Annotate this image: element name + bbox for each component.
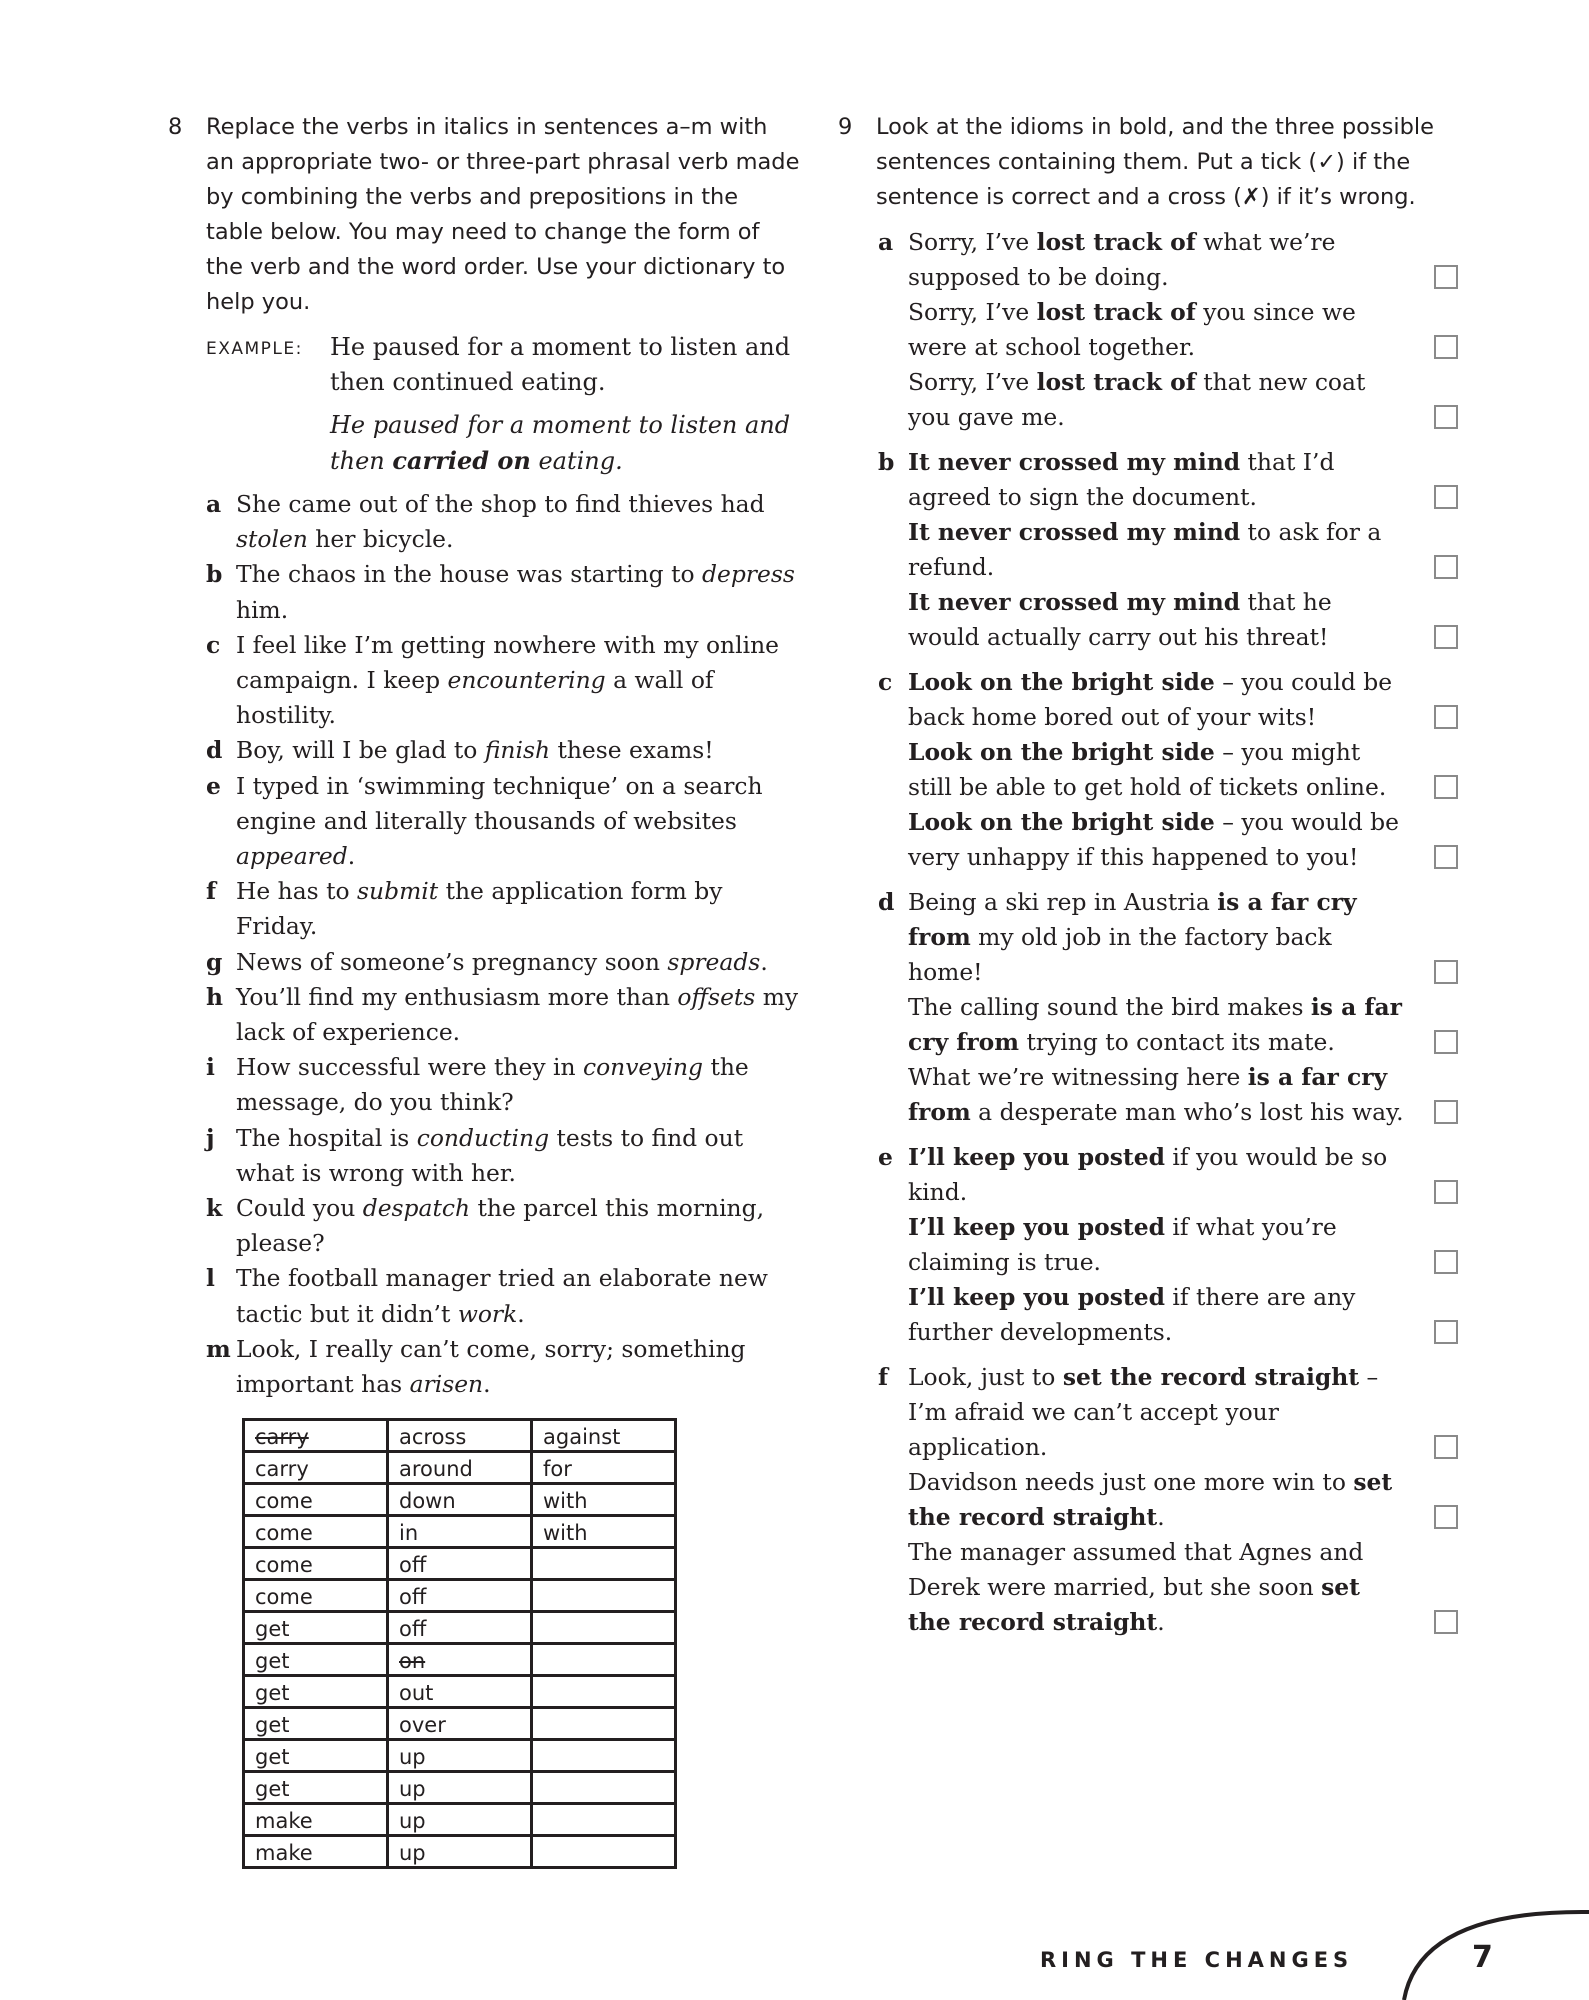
verb-cell: get <box>244 1740 388 1772</box>
table-row <box>244 1420 676 1452</box>
item-letter: m <box>206 1334 231 1363</box>
item-text-pre: Boy, will I be glad to <box>236 736 485 765</box>
preposition-cell: out <box>388 1676 532 1708</box>
list-item <box>206 1121 800 1191</box>
preposition-cell: on <box>388 1644 532 1676</box>
idiom-bold: It never crossed my mind <box>908 588 1241 616</box>
idiom-bold: lost track of <box>1036 228 1196 256</box>
sentence-post: if there are any further developments. <box>908 1283 1356 1346</box>
idiom-bold: It never crossed my mind <box>908 448 1241 476</box>
idiom-bold: lost track of <box>1036 298 1196 326</box>
item-letter: a <box>878 228 894 256</box>
idiom-bold: lost track of <box>1036 368 1196 396</box>
answer-checkbox[interactable] <box>1434 960 1458 984</box>
idiom-bold: set the record straight <box>908 1573 1360 1636</box>
sentence-pre: Sorry, I’ve <box>908 228 1037 256</box>
list-item <box>206 980 800 1050</box>
preposition-cell-2 <box>532 1548 676 1580</box>
item-text-post: the message, do you think? <box>236 1053 749 1117</box>
item-text <box>236 980 800 1050</box>
list-item <box>206 557 800 627</box>
answer-checkbox[interactable] <box>1434 335 1458 359</box>
idiom-bold: is a far cry from <box>908 888 1357 951</box>
verb-cell: get <box>244 1644 388 1676</box>
item-text <box>236 1261 800 1331</box>
footer-title: RING THE CHANGES <box>1040 1948 1354 1972</box>
verb-cell: come <box>244 1516 388 1548</box>
item-text-post: tests to find out what is wrong with her. <box>236 1123 744 1187</box>
item-text <box>236 1050 800 1120</box>
item-text <box>236 874 800 944</box>
exercise-8-items <box>206 487 800 1402</box>
idiom-sentences <box>908 1360 1458 1640</box>
preposition-cell: up <box>388 1740 532 1772</box>
idiom-sentences <box>908 885 1458 1130</box>
item-text <box>236 628 800 734</box>
exercise-instructions: Look at the idioms in bold, and the three possible sentences containing them. Put a tick (✓) if the sentence is correct and a cross (✗) if it’s wrong. <box>876 114 1434 210</box>
item-text-post: . <box>347 842 356 871</box>
example-label: EXAMPLE: <box>206 339 303 359</box>
list-item <box>206 1191 800 1261</box>
verb-cell: make <box>244 1836 388 1868</box>
item-text <box>236 1332 800 1402</box>
item-text <box>236 945 800 980</box>
italic-verb: submit <box>357 877 439 906</box>
idiom-group <box>878 445 1458 655</box>
idiom-bold: set the record straight <box>1062 1363 1360 1391</box>
item-letter: d <box>206 736 223 765</box>
item-letter: c <box>878 668 893 696</box>
item-text <box>236 487 800 557</box>
italic-verb: encountering <box>447 666 606 695</box>
italic-verb: finish <box>484 736 551 765</box>
exercise-number: 9 <box>838 114 853 140</box>
item-letter: a <box>206 490 222 518</box>
item-letter: i <box>206 1053 215 1082</box>
idiom-sentence <box>908 665 1458 735</box>
sentence-post: trying to contact its mate. <box>1019 1028 1335 1056</box>
item-text-post: my lack of experience. <box>236 982 799 1047</box>
sentence-post: to ask for a refund. <box>908 518 1382 581</box>
item-text-pre: Could you <box>236 1194 363 1223</box>
sentence-post: a desperate man who’s lost his way. <box>970 1098 1404 1126</box>
item-letter: k <box>206 1194 223 1223</box>
sentence-post: that he would actually carry out his threat! <box>908 588 1332 651</box>
preposition-cell-2 <box>532 1612 676 1644</box>
idiom-sentence <box>908 1360 1458 1465</box>
answer-checkbox[interactable] <box>1434 1030 1458 1054</box>
idiom-group <box>878 665 1458 875</box>
preposition-cell-2 <box>532 1676 676 1708</box>
answer-checkbox[interactable] <box>1434 845 1458 869</box>
idiom-sentence <box>908 295 1458 365</box>
idiom-sentence <box>908 1210 1458 1280</box>
list-item <box>206 945 800 980</box>
item-text-post: these exams! <box>550 736 714 765</box>
item-text-post: the parcel this morning, please? <box>236 1194 765 1258</box>
item-text-post: . <box>517 1299 525 1328</box>
verb-cell: get <box>244 1676 388 1708</box>
sentence-post: . <box>1157 1503 1165 1531</box>
preposition-cell-2: for <box>532 1452 676 1484</box>
idiom-bold: I’ll keep you posted <box>908 1283 1165 1311</box>
answer-checkbox[interactable] <box>1434 1610 1458 1634</box>
idiom-sentence <box>908 225 1458 295</box>
idiom-sentence <box>908 585 1458 655</box>
footer-arc-decoration <box>1400 1900 1589 2000</box>
example-block <box>206 330 800 479</box>
sentence-pre: The calling sound the bird makes <box>908 993 1311 1021</box>
preposition-cell-2 <box>532 1580 676 1612</box>
idiom-sentence <box>908 1535 1458 1640</box>
sentence-post: – I’m afraid we can’t accept your application. <box>908 1363 1379 1461</box>
exercise-number: 8 <box>168 114 183 140</box>
idiom-bold: I’ll keep you posted <box>908 1213 1165 1241</box>
idiom-sentence <box>908 1280 1458 1350</box>
list-item <box>206 628 800 734</box>
idiom-sentence <box>908 365 1458 435</box>
item-text-pre: Look, I really can’t come, sorry; something important has <box>236 1334 746 1399</box>
item-text <box>236 769 800 875</box>
answer-checkbox[interactable] <box>1434 265 1458 289</box>
verb-cell: carry <box>244 1420 388 1452</box>
item-letter: h <box>206 982 224 1011</box>
italic-verb: arisen <box>409 1370 484 1399</box>
list-item <box>206 1050 800 1120</box>
example-sentence: He paused for a moment to listen and then continued eating. <box>330 333 791 396</box>
idiom-group <box>878 1140 1458 1350</box>
preposition-cell: up <box>388 1804 532 1836</box>
item-text <box>236 733 800 768</box>
verb-cell: come <box>244 1484 388 1516</box>
preposition-cell-2: against <box>532 1420 676 1452</box>
preposition-cell: up <box>388 1772 532 1804</box>
idiom-sentences <box>908 665 1458 875</box>
sentence-post: . <box>1157 1608 1165 1636</box>
sentence-pre: Look, just to <box>908 1363 1063 1391</box>
preposition-cell-2 <box>532 1740 676 1772</box>
item-text <box>236 1121 800 1191</box>
sentence-pre: Sorry, I’ve <box>908 368 1037 396</box>
verb-cell: make <box>244 1804 388 1836</box>
idiom-sentences <box>908 1140 1458 1350</box>
exercise-9-heading <box>838 110 1458 215</box>
item-text-pre: I typed in ‘swimming technique’ on a search engine and literally thousands of websites <box>236 771 763 835</box>
idiom-sentences <box>908 225 1458 435</box>
idiom-bold: It never crossed my mind <box>908 518 1241 546</box>
item-text <box>236 1191 800 1261</box>
exercise-instructions: Replace the verbs in italics in sentences a–m with an appropriate two- or three-part phrasal verb made by combining the verbs and prepositions in the table below. You may need to change the form of the verb and the word order. Use your dictionary to help you. <box>206 114 800 315</box>
item-text-pre: She came out of the shop to find thieves had <box>236 490 765 518</box>
answer-checkbox[interactable] <box>1434 1505 1458 1529</box>
table-row <box>244 1516 676 1548</box>
table-row <box>244 1484 676 1516</box>
answer-checkbox[interactable] <box>1434 705 1458 729</box>
idiom-bold: Look on the bright side <box>908 738 1215 766</box>
verb-cell: get <box>244 1708 388 1740</box>
answer-checkbox[interactable] <box>1434 775 1458 799</box>
answer-checkbox[interactable] <box>1434 485 1458 509</box>
exercise-8-heading <box>168 110 800 320</box>
verb-cell: get <box>244 1612 388 1644</box>
table-row <box>244 1836 676 1868</box>
table-row <box>244 1740 676 1772</box>
idiom-bold: Look on the bright side <box>908 808 1215 836</box>
item-text-pre: He has to <box>236 877 358 906</box>
item-text-post: the application form by Friday. <box>236 877 723 941</box>
table-row <box>244 1772 676 1804</box>
table-row <box>244 1548 676 1580</box>
preposition-cell-2: with <box>532 1516 676 1548</box>
item-letter: l <box>206 1264 215 1293</box>
idiom-bold: set the record straight <box>908 1468 1393 1531</box>
item-text-post: . <box>483 1370 491 1399</box>
preposition-cell-2 <box>532 1804 676 1836</box>
idiom-group <box>878 885 1458 1130</box>
idiom-sentence <box>908 1140 1458 1210</box>
answer-checkbox[interactable] <box>1434 1180 1458 1204</box>
idiom-sentence <box>908 735 1458 805</box>
idiom-bold: is a far cry from <box>908 993 1402 1056</box>
preposition-cell: off <box>388 1548 532 1580</box>
sentence-post: my old job in the factory back home! <box>908 923 1332 986</box>
verb-cell: come <box>244 1548 388 1580</box>
item-text-post: her bicycle. <box>307 525 454 554</box>
idiom-group <box>878 1360 1458 1640</box>
idiom-sentence <box>908 515 1458 585</box>
list-item <box>206 769 800 875</box>
answer-checkbox[interactable] <box>1434 625 1458 649</box>
table-row <box>244 1676 676 1708</box>
idiom-bold: is a far cry from <box>908 1063 1388 1126</box>
item-letter: b <box>878 448 895 476</box>
italic-verb: appeared <box>236 842 348 871</box>
idiom-sentence <box>908 445 1458 515</box>
item-text-pre: How successful were they in <box>236 1053 583 1082</box>
sentence-post: if you would be so kind. <box>908 1143 1388 1206</box>
example-answer: He paused for a moment to listen and then carried on eating. <box>330 411 791 475</box>
sentence-post: – you could be back home bored out of your wits! <box>908 668 1393 731</box>
table-row <box>244 1804 676 1836</box>
preposition-cell: off <box>388 1612 532 1644</box>
exercise-9-items <box>878 225 1458 1640</box>
item-text-pre: News of someone’s pregnancy soon <box>236 947 668 976</box>
list-item <box>206 874 800 944</box>
sentence-pre: Davidson needs just one more win to <box>908 1468 1354 1496</box>
italic-verb: depress <box>702 560 795 589</box>
list-item <box>206 733 800 768</box>
verb-cell: come <box>244 1580 388 1612</box>
italic-verb: work <box>457 1299 518 1328</box>
sentence-pre: What we’re witnessing here <box>908 1063 1248 1091</box>
item-text-pre: I feel like I’m getting nowhere with my online campaign. I keep <box>236 630 779 695</box>
italic-verb: offsets <box>677 982 756 1011</box>
preposition-cell-2: with <box>532 1484 676 1516</box>
preposition-cell: off <box>388 1580 532 1612</box>
item-text-pre: The football manager tried an elaborate new tactic but it didn’t <box>236 1264 768 1328</box>
sentence-pre: The manager assumed that Agnes and Derek were married, but she soon <box>908 1538 1364 1601</box>
sentence-pre: Sorry, I’ve <box>908 298 1037 326</box>
italic-verb: conveying <box>582 1053 704 1082</box>
item-letter: f <box>206 877 217 906</box>
preposition-cell: in <box>388 1516 532 1548</box>
item-letter: f <box>878 1363 889 1391</box>
list-item <box>206 1332 800 1402</box>
exercise-9 <box>838 110 1458 1650</box>
idiom-sentence <box>908 1465 1458 1535</box>
exercise-8 <box>168 110 800 1869</box>
verb-cell: get <box>244 1772 388 1804</box>
item-text-pre: The chaos in the house was starting to <box>236 560 702 589</box>
preposition-cell-2 <box>532 1772 676 1804</box>
idiom-sentence <box>908 805 1458 875</box>
page-number: 7 <box>1472 1940 1493 1975</box>
idiom-bold: Look on the bright side <box>908 668 1215 696</box>
list-item <box>206 487 800 557</box>
sentence-post: that I’d agreed to sign the document. <box>908 448 1335 511</box>
item-text-post: . <box>760 947 768 976</box>
italic-verb: conducting <box>416 1123 550 1152</box>
verb-cell: carry <box>244 1452 388 1484</box>
item-letter: g <box>206 947 223 976</box>
item-letter: e <box>878 1143 893 1171</box>
italic-verb: stolen <box>236 525 308 554</box>
item-letter: e <box>206 771 221 800</box>
preposition-cell: around <box>388 1452 532 1484</box>
item-text-post: a wall of hostility. <box>236 666 714 730</box>
preposition-cell-2 <box>532 1644 676 1676</box>
table-row <box>244 1612 676 1644</box>
item-letter: c <box>206 630 221 659</box>
answer-checkbox[interactable] <box>1434 1100 1458 1124</box>
preposition-cell-2 <box>532 1836 676 1868</box>
answer-checkbox[interactable] <box>1434 1320 1458 1344</box>
sentence-post: you since we were at school together. <box>908 298 1356 361</box>
preposition-cell: down <box>388 1484 532 1516</box>
preposition-cell-2 <box>532 1708 676 1740</box>
item-letter: j <box>206 1123 215 1152</box>
idiom-group <box>878 225 1458 435</box>
idiom-bold: I’ll keep you posted <box>908 1143 1165 1171</box>
sentence-post: – you might still be able to get hold of tickets online. <box>908 738 1387 801</box>
answer-checkbox[interactable] <box>1434 1435 1458 1459</box>
italic-verb: spreads <box>667 947 761 976</box>
item-text-pre: The hospital is <box>236 1123 417 1152</box>
answer-checkbox[interactable] <box>1434 555 1458 579</box>
item-letter: d <box>878 888 895 916</box>
sentence-post: that new coat you gave me. <box>908 368 1366 431</box>
phrasal-verb-table <box>242 1418 677 1869</box>
table-row <box>244 1644 676 1676</box>
item-letter: b <box>206 560 223 589</box>
idiom-sentences <box>908 445 1458 655</box>
preposition-cell: up <box>388 1836 532 1868</box>
idiom-sentence <box>908 990 1458 1060</box>
sentence-pre: Being a ski rep in Austria <box>908 888 1218 916</box>
item-text <box>236 557 800 627</box>
sentence-post: what we’re supposed to be doing. <box>908 228 1336 291</box>
item-text-post: him. <box>236 595 289 624</box>
item-text-pre: You’ll find my enthusiasm more than <box>236 982 678 1011</box>
table-row <box>244 1580 676 1612</box>
preposition-cell: across <box>388 1420 532 1452</box>
sentence-post: if what you’re claiming is true. <box>908 1213 1337 1276</box>
sentence-post: – you would be very unhappy if this happened to you! <box>908 808 1400 871</box>
idiom-sentence <box>908 885 1458 990</box>
italic-verb: despatch <box>362 1194 471 1223</box>
table-row <box>244 1708 676 1740</box>
list-item <box>206 1261 800 1331</box>
answer-checkbox[interactable] <box>1434 1250 1458 1274</box>
preposition-cell: over <box>388 1708 532 1740</box>
table-row <box>244 1452 676 1484</box>
answer-checkbox[interactable] <box>1434 405 1458 429</box>
idiom-sentence <box>908 1060 1458 1130</box>
